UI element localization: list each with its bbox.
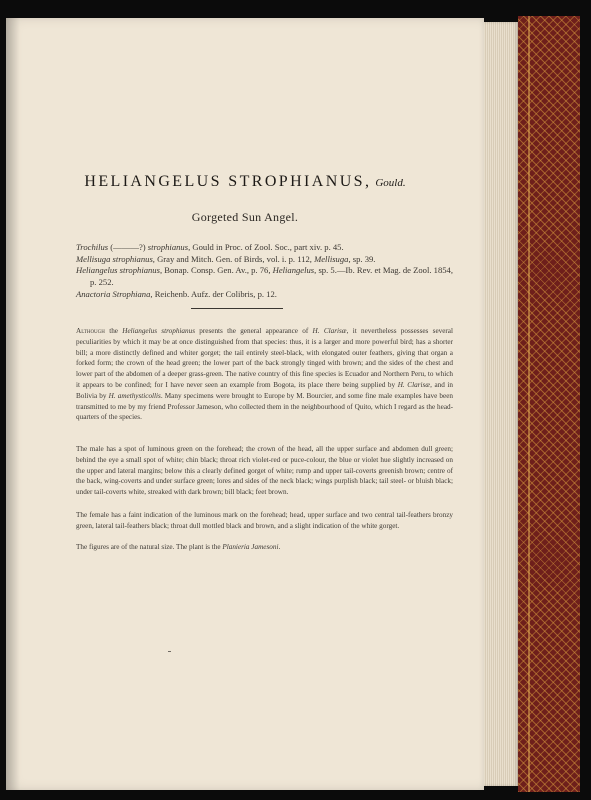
dropcap-word: Although — [76, 327, 105, 335]
body-paragraph-female: The female has a faint indication of the luminous mark on the forehead; head, upper surface and two central tail-feathers bronzy green, lateral tail-feathers black; throat dull mottled black and brown, and a slight indication of the white gorget. — [76, 511, 453, 530]
synonym-entry: Anactoria Strophiana, Reichenb. Aufz. der Colibris, p. 12. — [76, 288, 277, 299]
common-name: Gorgeted Sun Angel. — [191, 210, 299, 224]
body-paragraph-male: The male has a spot of luminous green on the forehead; the crown of the head, all the upper surface and abdomen dull green; behind the eye a small spot of white; chin black; throat rich violet-red or puce-colour, the blue or violet hue slightly increased on the upper and lateral margins; below this a clearly defined gorget of white; rump and upper tail-coverts greenish brown; centre of the back, wing-coverts and under surface green; lores and sides of the neck black; wings purplish black; tail steel- or bluish black; under tail-coverts white, streaked with dark brown; bill black; feet brown. — [76, 445, 453, 497]
paper-speck — [168, 651, 171, 652]
book-page — [6, 18, 484, 790]
section-divider — [191, 308, 283, 309]
synonymy-list — [76, 242, 456, 301]
page-edges — [484, 22, 518, 786]
title-author: Gould. — [375, 177, 406, 189]
species-title: HELIANGELUS STROPHIANUS, — [84, 173, 372, 190]
synonym-entry: Trochilus (———?) strophianus, Gould in Proc. of Zool. Soc., part xiv. p. 45. — [76, 242, 344, 252]
synonym-entry: Mellisuga strophianus, Gray and Mitch. Gen. of Birds, vol. i. p. 112, Mellisuga, sp. 39. — [76, 253, 376, 264]
gutter-shadow — [6, 18, 20, 790]
body-paragraph-description: Although the Heliangelus strophianus presents the general appearance of H. Clarisæ, it nevertheless possesses several peculiarities by which it may be at once distinguished from that species: thus, it is a larger and more powerful bird; has a shorter bill; a more distinctly defined and whiter gorget; the tail entirely steel-black, with elongated outer feathers, giving that organ a forked form; the crown of the head green; the lower part of the back strongly tinged with brown; and the sides of the chest and lower part of the abdomen of a deeper grass-green. The native country of this fine species is Ecuador and Northern Peru, to which it appears to be confined; for I have never seen an example from Bogota, its place there being supplied by H. Clarisæ, and in Bolivia by H. amethysticollis. Many specimens were brought to Europe by M. Bourcier, and some fine male examples have been transmitted to me by my friend Professor Jameson, who collected them in the neighbourhood of Quito, which I regard as the head-quarters of the species. — [76, 327, 453, 422]
plate-title — [6, 173, 484, 191]
synonym-entry: Heliangelus strophianus, Bonap. Consp. Gen. Av., p. 76, Heliangelus, sp. 5.—Ib. Rev. et Mag. de Zool. 1854, p. 252. — [76, 265, 453, 288]
book-binding — [518, 16, 580, 792]
body-paragraph-figures: The figures are of the natural size. The plant is the Planieria Jamesoni. — [76, 543, 281, 551]
page-content — [6, 18, 484, 790]
